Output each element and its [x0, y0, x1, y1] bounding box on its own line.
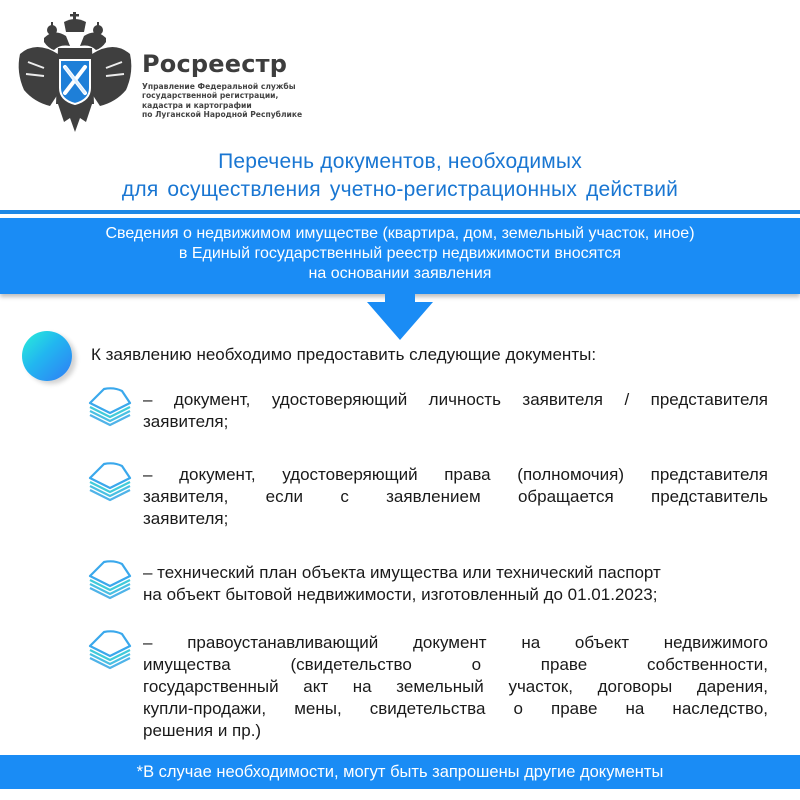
item-text: [143, 464, 768, 530]
document-stack-icon: [84, 558, 134, 600]
item-line: – документ, удостоверяющий личность заявителя / представителя: [143, 390, 768, 409]
item-line: заявителя;: [143, 412, 229, 431]
footer-note: *В случае необходимости, могут быть запрошены другие документы: [0, 755, 800, 789]
item-text: [143, 562, 768, 606]
document-stack-icon: [84, 460, 134, 502]
arrow-down-icon: [365, 294, 435, 340]
intro-text: К заявлению необходимо предоставить следующие документы:: [91, 345, 597, 364]
brand-name: Росреестр: [142, 50, 288, 78]
document-stack-icon: [84, 385, 134, 427]
item-line: – правоустанавливающий документ на объект недвижимого: [143, 633, 768, 652]
document-stack-icon: [84, 628, 134, 670]
banner-line: на основании заявления: [308, 265, 492, 282]
banner-line: Сведения о недвижимом имуществе (квартира, дом, земельный участок, иное): [105, 225, 695, 242]
brand-subtitle-line: кадастра и картографии: [142, 100, 252, 110]
item-text: [143, 632, 768, 742]
brand-subtitle-line: государственной регистрации,: [142, 91, 279, 101]
brand-subtitle-line: Управление Федеральной службы: [142, 82, 296, 91]
item-line: купли-продажи, мены, свидетельства о праве на наследство,: [143, 699, 768, 718]
item-line: государственный акт на земельный участок, договоры дарения,: [143, 677, 768, 696]
item-line: – документ, удостоверяющий права (полномочия) представителя: [143, 465, 768, 484]
double-headed-eagle-emblem-icon: [14, 10, 136, 138]
page-title: [0, 148, 800, 204]
title-divider: [0, 210, 800, 214]
page-title-line-1: Перечень документов, необходимых: [218, 150, 582, 173]
banner-line: в Единый государственный реестр недвижимости вносятся: [178, 245, 622, 262]
gradient-circle-icon: [22, 331, 72, 381]
item-line: на объект бытовой недвижимости, изготовленный до 01.01.2023;: [143, 585, 658, 604]
brand-block: [142, 50, 302, 120]
info-banner: [0, 218, 800, 294]
item-line: решения и пр.): [143, 721, 262, 740]
item-line: имущества (свидетельство о праве собственности,: [143, 655, 768, 674]
page-title-line-2: для осуществления учетно-регистрационных действий: [121, 178, 679, 201]
item-line: – технический план объекта имущества или технический паспорт: [143, 563, 661, 582]
brand-subtitle: [142, 82, 302, 120]
item-line: заявителя;: [143, 509, 229, 528]
item-line: заявителя, если с заявлением обращается представитель: [143, 487, 768, 506]
item-text: [143, 389, 768, 433]
brand-subtitle-line: по Луганской Народной Республике: [142, 110, 303, 120]
